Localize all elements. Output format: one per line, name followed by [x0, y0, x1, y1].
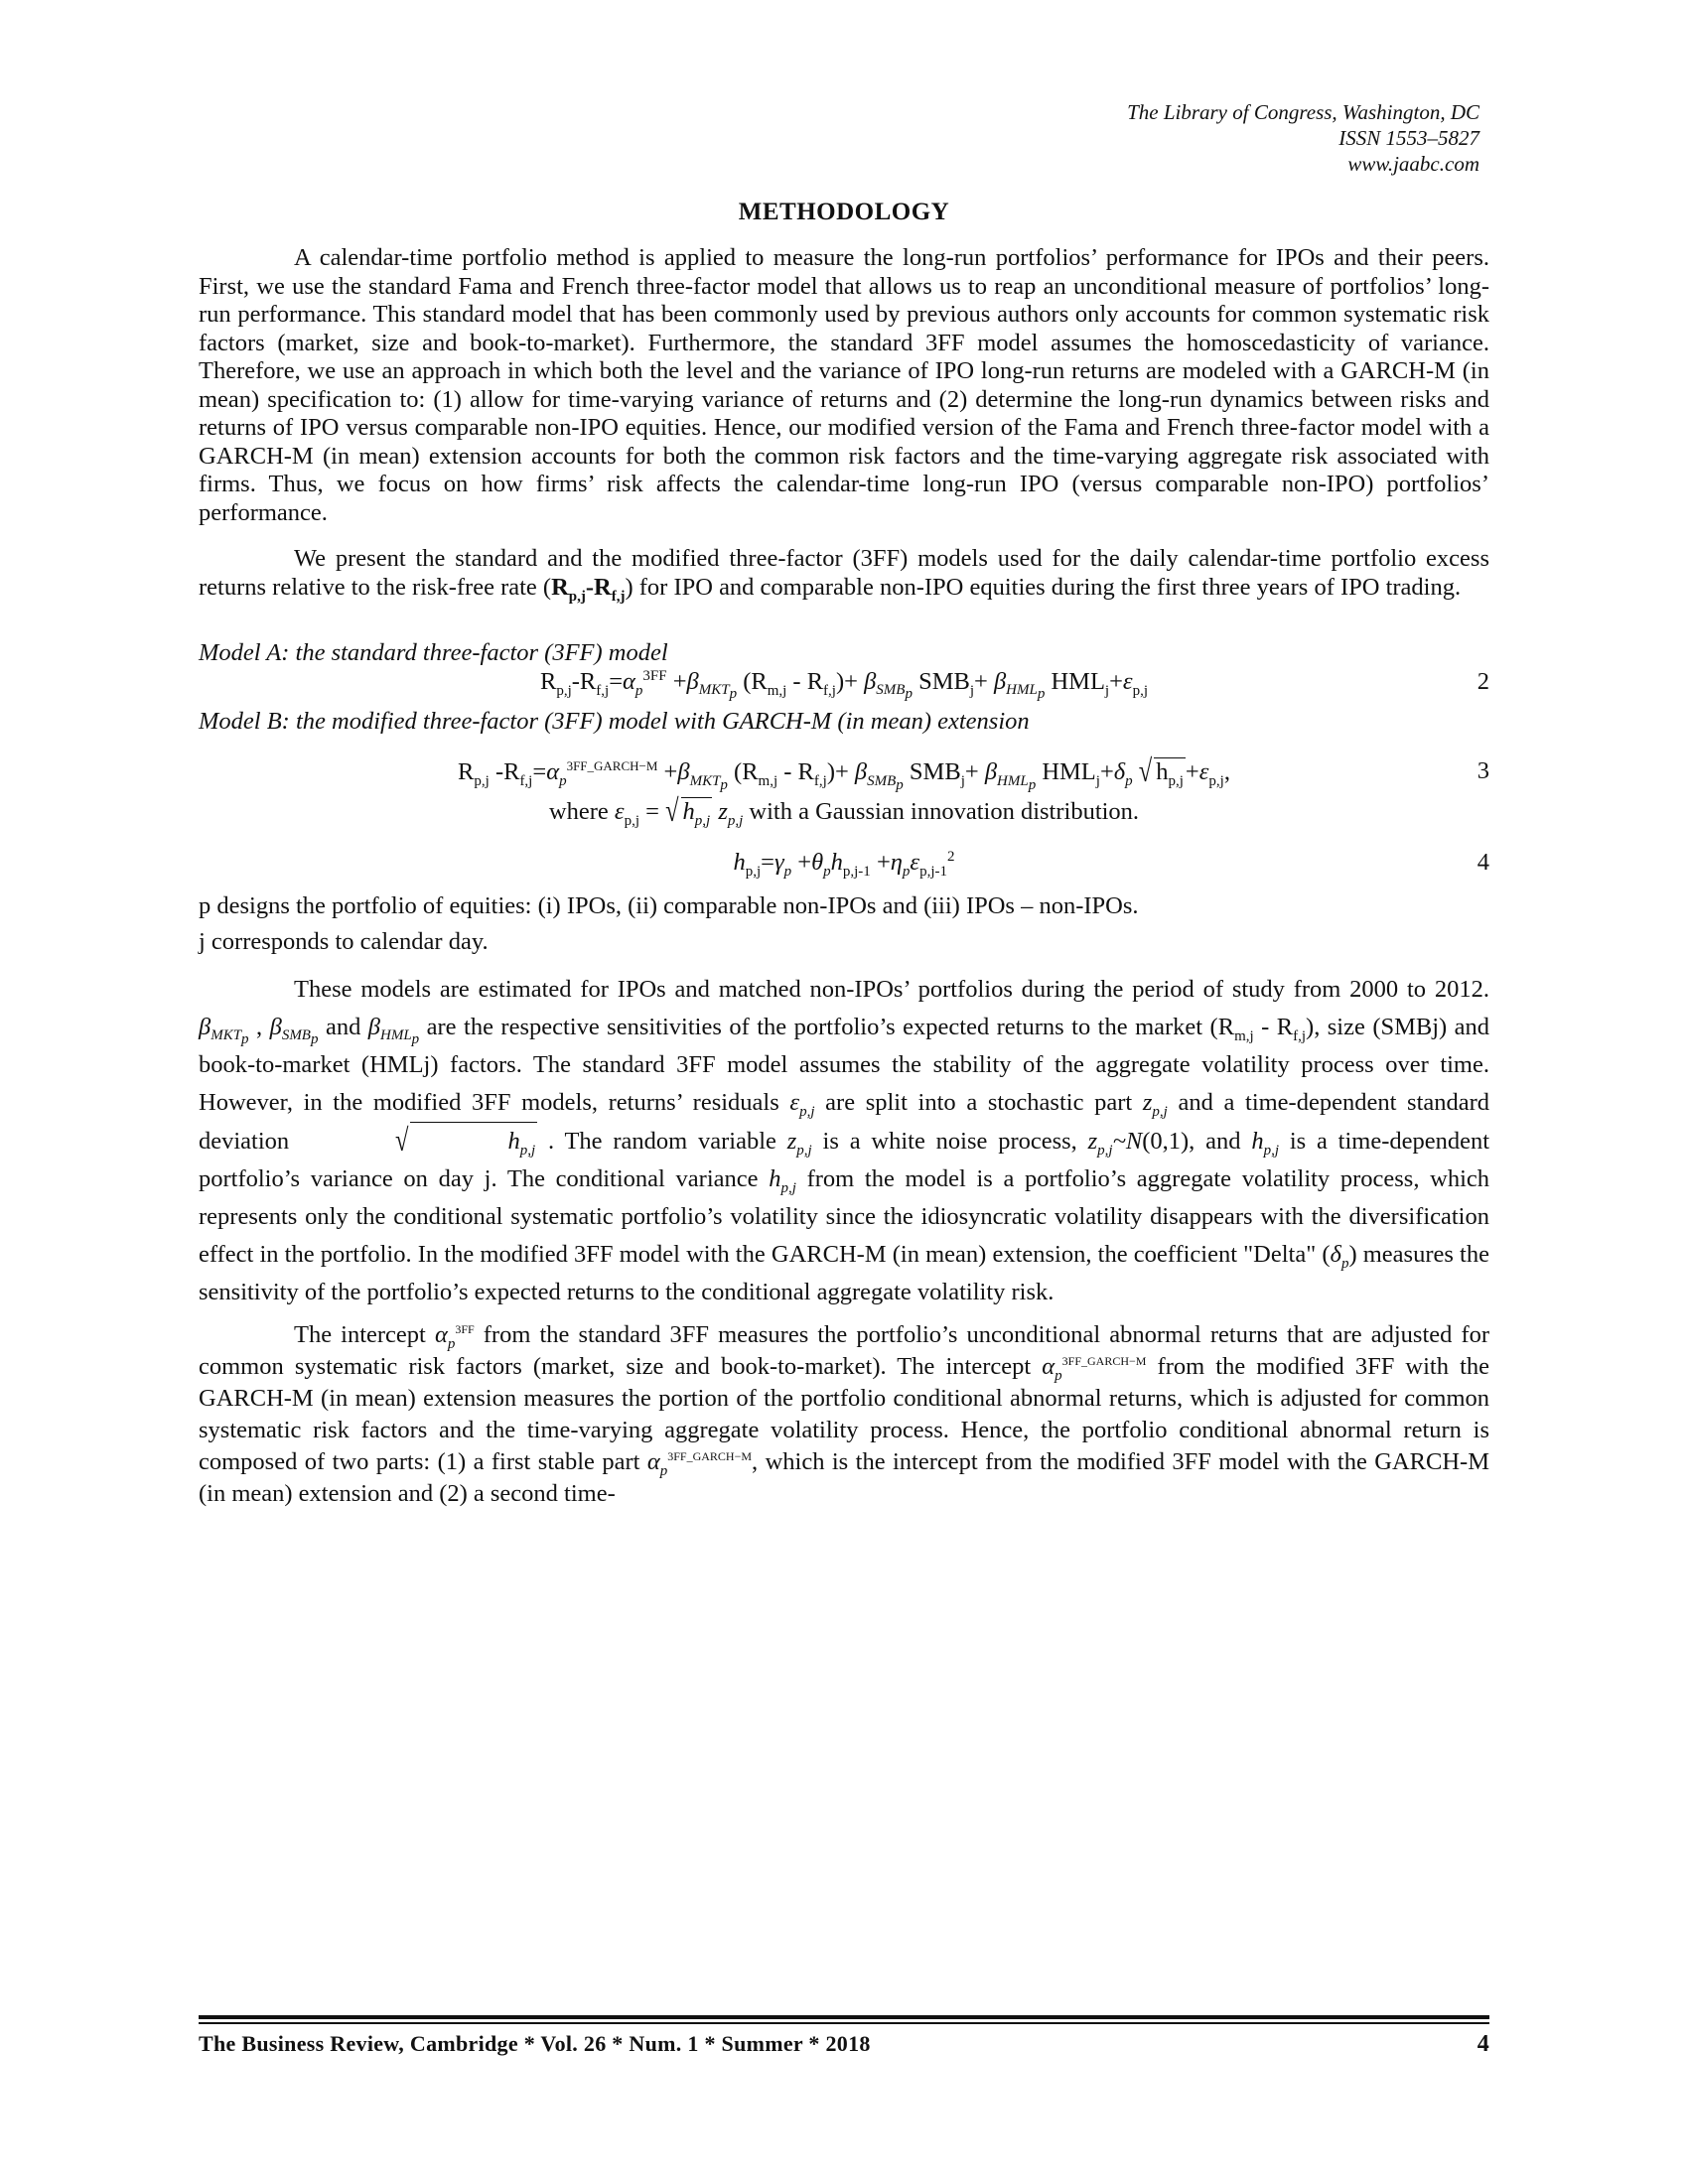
p2-text-b: ) for IPO and comparable non-IPO equities during the first three years of IPO trading.	[625, 573, 1462, 601]
paragraph-3: These models are estimated for IPOs and matched non-IPOs’ portfolios during the period of study from 2000 to 2012. $\beta_{MKT_p}$ , $\beta_{SMB_p}$ and $\beta_{HML_p}$ are the respective sensitivities of the portfolio’s expected returns to the market $(R_{m,j} - R_{f,j})$, size (SMBj) and book-to-market (HMLj) factors. The standard 3FF model assumes the stability of the aggregate volatility process over time. However, in the modified 3FF models, returns’ residuals $\varepsilon_{p,j}$ are split into a stochastic part $z_{p,j}$ and a time-dependent standard deviation √ $h_{p,j}$ . The random variable $z_{p,j}$ is a white noise process, $z_{p,j}\sim N(0,1)$, and $h_{p,j}$ is a time-dependent portfolio’s variance on day j. The conditional variance $h_{p,j}$ from the model is a portfolio’s aggregate volatility process, which represents only the conditional systematic portfolio’s volatility since the idiosyncratic volatility disappears with the diversification effect in the portfolio. In the modified 3FF model with the GARCH-M (in mean) extension, the coefficient "Delta" $(\delta_p)$ measures the sensitivity of the portfolio’s expected returns to the conditional aggregate volatility risk.	[199, 975, 1490, 1305]
model-a-heading: Model A: the standard three-factor (3FF) model	[199, 639, 668, 666]
model-b-heading: Model B: the modified three-factor (3FF) model with GARCH-M (in mean) extension	[199, 707, 1030, 735]
page-number: 4	[1477, 2031, 1489, 2057]
header-line-3: www.jaabc.com	[1347, 152, 1479, 176]
j-definition: j corresponds to calendar day.	[199, 928, 489, 955]
equation-2-expression: $R_{p,j}-R_{f,j}=\alpha_p^{3FF} +\beta_{MKT_p}$ $(R_{m,j} - R_{f,j})+ \beta_{SMB_p}$ $SMB_j+ \beta_{HML_p}$ $HML_j+\varepsilon_{p,j}$	[540, 667, 1148, 703]
where-clause: where $\varepsilon_{p,j}$ = √ $h_{p,j}$ $z_{p,j}$ with a Gaussian innovation distribution.	[548, 793, 1140, 829]
paragraph-1: A calendar-time portfolio method is applied to measure the long-run portfolios’ performance for IPOs and their peers. First, we use the standard Fama and French three-factor model that allows us to reap an unconditional measure of portfolios’ long-run performance. This standard model that has been commonly used by previous authors only accounts for common systematic risk factors (market, size and book-to-market). Furthermore, the standard 3FF model assumes the homoscedasticity of variance. Therefore, we use an approach in which both the level and the variance of IPO long-run returns are modeled with a GARCH-M (in mean) specification to: (1) allow for time-varying variance of returns and (2) determine the long-run dynamics between risks and returns of IPO versus comparable non-IPO equities. Hence, our modified version of the Fama and French three-factor model with a GARCH-M (in mean) extension accounts for both the common risk factors and the time-varying aggregate risk associated with firms. Thus, we focus on how firms’ risk affects the calendar-time long-run IPO (versus comparable non-IPO) portfolios’ performance.	[199, 244, 1489, 526]
footer-rule-thin	[199, 2022, 1489, 2024]
section-title: METHODOLOGY	[738, 199, 950, 225]
footer-rule-thick	[199, 2015, 1489, 2019]
p3-text-d: , size (SMBj) and book-to-market (HMLj) factors. The standard 3FF model assumes the stability of the aggregate volatility process over time. However, in the modified 3FF models, returns’ residuals	[199, 1013, 1490, 1116]
p3-text-h: is a white noise process,	[822, 1127, 1077, 1155]
equation-4	[199, 849, 1489, 888]
p3-text-b: and	[325, 1013, 361, 1040]
equation-2-number: 2	[1477, 667, 1489, 695]
p3-text-c: are the respective sensitivities of the portfolio’s expected returns to the market	[426, 1013, 1203, 1040]
page-footer	[199, 2031, 1489, 2057]
journal-citation: The Business Review, Cambridge * Vol. 26 * Num. 1 * Summer * 2018	[199, 2031, 871, 2056]
paragraph-2: We present the standard and the modified three-factor (3FF) models used for the daily calendar-time portfolio excess returns relative to the risk-free rate $(R_{p,j}-R_{f,j})$ for IPO and comparable non-IPO equities during the first three years of IPO trading.	[199, 545, 1489, 605]
p4-text-d: , which is the intercept from the modified 3FF model with the GARCH-M (in mean) extension and (2) a second time-	[199, 1447, 1489, 1507]
p3-text-f: and a time-dependent standard deviation	[199, 1088, 1490, 1155]
p3-text-j: is a time-dependent portfolio’s variance on day j. The conditional variance	[199, 1127, 1490, 1192]
equation-4-number: 4	[1477, 848, 1489, 876]
p4-text-b: from the standard 3FF measures the portfolio’s unconditional abnormal returns that are adjusted for common systematic risk factors (market, size and book-to-market). The intercept	[199, 1320, 1490, 1380]
p3-text-a: These models are estimated for IPOs and matched non-IPOs’ portfolios during the period of study from 2000 to 2012.	[294, 975, 1489, 1003]
p2-text-a: We present the standard and the modified three-factor (3FF) models used for the daily calendar-time portfolio excess returns relative to the risk-free rate (	[199, 545, 1489, 601]
where-text-b: with a Gaussian innovation distribution.	[749, 798, 1140, 825]
where-text-a: where	[548, 798, 609, 825]
p3-text-i: , and	[1189, 1127, 1241, 1155]
p3-text-g: . The random variable	[547, 1127, 776, 1155]
p3-text-l: ) measures the sensitivity of the portfolio’s expected returns to the conditional aggregate volatility risk.	[199, 1240, 1489, 1305]
equation-2	[199, 668, 1489, 708]
running-header	[1127, 99, 1479, 177]
equation-4-expression: $h_{p,j}=\gamma_p +\theta_ph_{p,j-1} +\eta_p\varepsilon_{p,j-1}^2$	[733, 848, 955, 880]
paragraph-4: The intercept $\alpha_p^{3FF}$ from the standard 3FF measures the portfolio’s unconditional abnormal returns that are adjusted for common systematic risk factors (market, size and book-to-market). The intercept $\alpha_p^{3FF\_GARCH-M}$ from the modified 3FF with the GARCH-M (in mean) extension measures the portion of the portfolio conditional abnormal returns, which is adjusted for common systematic risk factors and the time-varying aggregate volatility process. Hence, the portfolio conditional abnormal return is composed of two parts: (1) a first stable part $\alpha_p^{3FF\_GARCH-M}$, which is the intercept from the modified 3FF model with the GARCH-M (in mean) extension and (2) a second time-	[199, 1320, 1490, 1507]
equation-3	[199, 753, 1489, 797]
p3-text-k: from the model is a portfolio’s aggregate volatility process, which represents only the conditional systematic portfolio’s volatility since the idiosyncratic volatility disappears with the diversification effect in the portfolio. In the modified 3FF model with the GARCH-M (in mean) extension, the coefficient "Delta" (	[199, 1164, 1490, 1268]
equation-3-number: 3	[1477, 757, 1489, 784]
p3-text-e: are split into a stochastic part	[825, 1088, 1133, 1116]
p-definition: p designs the portfolio of equities: (i) IPOs, (ii) comparable non-IPOs and (iii) IPOs – non-IPOs.	[199, 891, 1139, 919]
equation-3-expression: $R_{p,j}$ $-R_{f,j}=\alpha_p^{3FF\_GARCH-M} +\beta_{MKT_p}$ $(R_{m,j} - R_{f,j})+ \beta_{SMB_p}$ $SMB_j+ \beta_{HML_p}$ $HML_j+\delta_p$ √ $h_{p,j}+\varepsilon_{p,j}$,	[458, 753, 1230, 793]
header-line-1: The Library of Congress, Washington, DC	[1127, 100, 1479, 124]
body-text	[199, 244, 1489, 1510]
p4-text-c: from the modified 3FF with the GARCH-M (in mean) extension measures the portion of the portfolio conditional abnormal returns, which is adjusted for common systematic risk factors and the time-varying aggregate volatility process. Hence, the portfolio conditional abnormal return is composed of two parts: (1) a first stable part	[199, 1352, 1489, 1475]
header-line-2: ISSN 1553–5827	[1338, 126, 1479, 150]
p4-text-a: The intercept	[294, 1320, 426, 1348]
